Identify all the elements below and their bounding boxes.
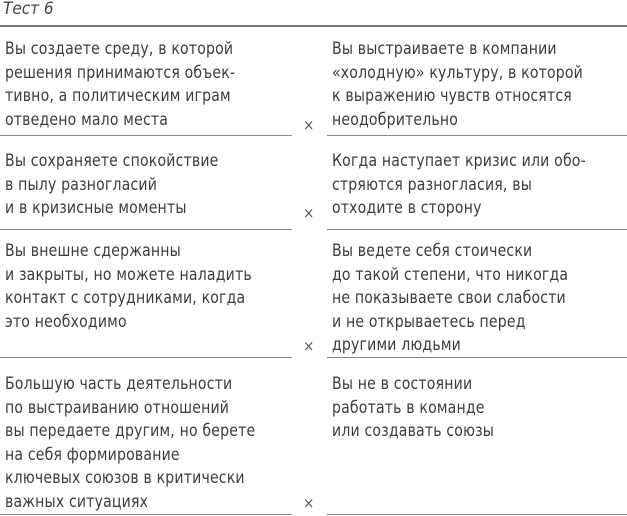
row-divider-left [0, 135, 292, 136]
test-title: Тест 6 [3, 0, 54, 19]
versus-mark: × [303, 116, 315, 134]
versus-mark: × [303, 337, 315, 355]
left-statement: Большую часть деятельности по выстраиванию отношений вы передаете другим, но берете на себя формирование ключевых союзов в критически важных ситуациях [5, 374, 256, 512]
right-statement: Когда наступает кризис или обо- стряются разногласия, вы отходите в сторону [332, 151, 586, 218]
right-statement: Вы не в состоянии работать в команде или создавать союзы [332, 374, 495, 441]
row-divider-right [327, 357, 627, 358]
left-statement: Вы создаете среду, в которой решения принимаются объек- тивно, а политическим играм отведено мало места [5, 39, 236, 130]
row-divider-right [327, 514, 627, 515]
row-divider-right [327, 135, 627, 136]
row-divider-left [0, 357, 292, 358]
left-statement: Вы сохраняете спокойствие в пылу разногласий и в кризисные моменты [5, 151, 219, 218]
versus-mark: × [303, 494, 315, 512]
right-statement: Вы выстраиваете в компании «холодную» культуру, в которой к выражению чувств относятся неодобрительно [332, 39, 584, 130]
row-divider-left [0, 514, 292, 515]
row-divider-right [327, 229, 627, 230]
row-divider-left [0, 229, 292, 230]
left-statement: Вы внешне сдержанны и закрыты, но можете наладить контакт с сотрудниками, когда это необходимо [5, 241, 252, 332]
right-statement: Вы ведете себя стоически до такой степени, что никогда не показываете свои слабости и не открываетесь перед другими людьми [332, 241, 569, 355]
title-divider [0, 25, 627, 27]
versus-mark: × [303, 204, 315, 222]
